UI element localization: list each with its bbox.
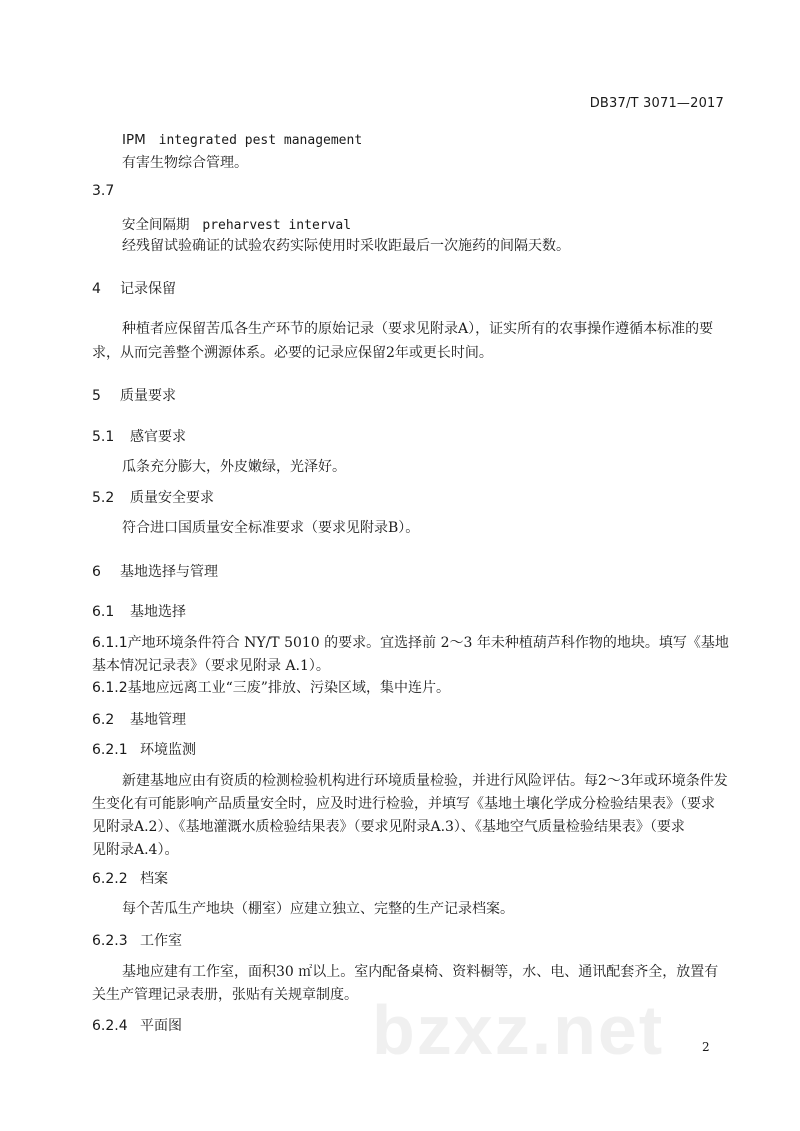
- term-ipm-english: integrated pest management: [158, 133, 363, 148]
- section-5-1-text: 瓜条充分膨大，外皮嫩绿，光泽好。: [122, 459, 346, 475]
- term-preharvest-interval: [122, 213, 351, 233]
- section-5-1-heading: 5.1 感官要求: [92, 429, 186, 445]
- section-6-1-2: 6.1.2基地应远离工业“三废”排放、污染区域，集中连片。: [92, 680, 450, 696]
- page-number: 2: [702, 1040, 710, 1054]
- section-6-2-1-line2: 生变化有可能影响产品质量安全时，应及时进行检验，并填写《基地土壤化学成分检验结果表》（要求: [92, 796, 715, 812]
- section-6-2-2-text: 每个苦瓜生产地块（棚室）应建立独立、完整的生产记录档案。: [122, 901, 514, 917]
- section-6-1-heading: 6.1 基地选择: [92, 604, 186, 620]
- term-ipm-definition: 有害生物综合管理。: [122, 155, 248, 171]
- term-preharvest-definition: 经残留试验确证的试验农药实际使用时采收距最后一次施药的间隔天数。: [122, 238, 570, 254]
- section-5-heading: 5 质量要求: [92, 388, 176, 404]
- term-ipm-abbr: IPM: [122, 132, 146, 148]
- section-4-paragraph-line1: 种植者应保留苦瓜各生产环节的原始记录（要求见附录A），证实所有的农事操作遵循本标准的要: [122, 321, 714, 337]
- section-3-7-number: 3.7: [92, 183, 115, 199]
- term-ipm: [122, 132, 362, 148]
- section-6-heading: 6 基地选择与管理: [92, 564, 218, 580]
- section-6-2-3-heading: 6.2.3 工作室: [92, 933, 182, 949]
- section-6-2-1-heading: 6.2.1 环境监测: [92, 742, 196, 758]
- section-6-2-1-line3: 见附录A.2）、《基地灌溉水质检验结果表》（要求见附录A.3）、《基地空气质量检验结果表》（要求: [92, 819, 685, 835]
- document-id: DB37/T 3071—2017: [589, 96, 724, 111]
- section-5-2-text: 符合进口国质量安全标准要求（要求见附录B）。: [122, 520, 420, 536]
- section-6-2-1-line1: 新建基地应由有资质的检测检验机构进行环境质量检验，并进行风险评估。每2～3年或环境条件发: [122, 773, 728, 789]
- section-4-paragraph-line2: 求，从而完善整个溯源体系。必要的记录应保留2年或更长时间。: [92, 345, 493, 361]
- watermark: bzxz.net: [372, 991, 665, 1069]
- term-preharvest-english: preharvest interval: [202, 218, 352, 233]
- section-6-1-1-line1: 6.1.1产地环境条件符合 NY/T 5010 的要求。宜选择前 2～3 年未种植葫芦科作物的地块。填写《基地: [92, 635, 729, 651]
- term-preharvest-chinese: 安全间隔期: [122, 217, 190, 233]
- section-6-2-1-line4: 见附录A.4）。: [92, 842, 179, 858]
- section-6-2-4-heading: 6.2.4 平面图: [92, 1018, 182, 1034]
- section-6-1-1-line2: 基本情况记录表》（要求见附录 A.1）。: [92, 658, 330, 674]
- section-4-heading: 4 记录保留: [92, 281, 176, 297]
- section-6-2-2-heading: 6.2.2 档案: [92, 871, 168, 887]
- section-6-2-3-line1: 基地应建有工作室，面积30 ㎡以上。室内配备桌椅、资料橱等，水、电、通讯配套齐全，放置有: [122, 964, 719, 980]
- section-6-2-3-line2: 关生产管理记录表册，张贴有关规章制度。: [92, 987, 358, 1003]
- section-6-2-heading: 6.2 基地管理: [92, 712, 186, 728]
- section-5-2-heading: 5.2 质量安全要求: [92, 490, 214, 506]
